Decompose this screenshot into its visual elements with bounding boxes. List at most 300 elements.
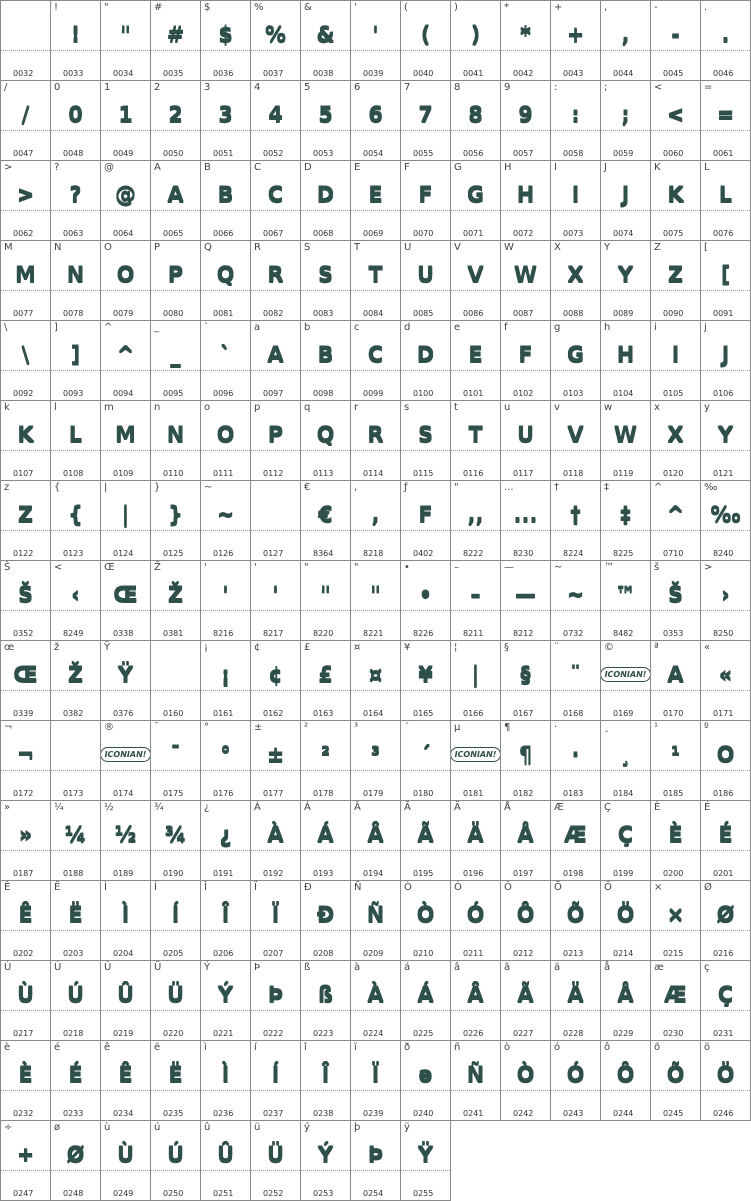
reference-character: Ø bbox=[704, 882, 712, 893]
reference-character: / bbox=[4, 82, 8, 93]
glyph-cell-0191 bbox=[201, 801, 251, 881]
baseline-divider bbox=[201, 130, 250, 131]
glyph-cell-0097 bbox=[251, 321, 301, 401]
glyph-cell-0065 bbox=[151, 161, 201, 241]
glyph-cell-0251 bbox=[201, 1121, 251, 1201]
font-glyph: ‹ bbox=[71, 582, 80, 606]
baseline-divider bbox=[451, 610, 500, 611]
glyph-cell-0339 bbox=[1, 641, 51, 721]
baseline-divider bbox=[151, 1010, 200, 1011]
baseline-divider bbox=[401, 930, 450, 931]
baseline-divider bbox=[501, 1090, 550, 1091]
character-code: 0339 bbox=[13, 709, 34, 718]
baseline-divider bbox=[151, 1170, 200, 1171]
glyph-cell-0163 bbox=[301, 641, 351, 721]
reference-character: * bbox=[504, 2, 509, 13]
glyph-cell-0043 bbox=[551, 1, 601, 81]
reference-character: ù bbox=[104, 1122, 111, 1133]
font-glyph: ½ bbox=[114, 822, 137, 846]
reference-character: ¸ bbox=[604, 722, 609, 733]
reference-character: O bbox=[104, 242, 112, 253]
glyph-cell-0205 bbox=[151, 881, 201, 961]
reference-character: × bbox=[654, 882, 663, 893]
character-code: 0192 bbox=[263, 869, 284, 878]
font-glyph: # bbox=[166, 22, 185, 46]
reference-character: † bbox=[554, 482, 559, 493]
font-glyph: , bbox=[371, 502, 380, 526]
glyph-cell-0105 bbox=[651, 321, 701, 401]
font-glyph: T bbox=[468, 422, 483, 446]
reference-character: ¿ bbox=[204, 802, 210, 813]
font-glyph: È bbox=[668, 822, 683, 846]
reference-character: t bbox=[454, 402, 458, 413]
glyph-cell-0085 bbox=[401, 241, 451, 321]
reference-character: } bbox=[154, 482, 161, 493]
font-glyph: F bbox=[418, 182, 433, 206]
character-code: 0175 bbox=[163, 789, 184, 798]
font-glyph: Ì bbox=[121, 902, 130, 926]
glyph-cell-0217 bbox=[1, 961, 51, 1041]
glyph-cell-8250 bbox=[701, 561, 751, 641]
font-glyph: ‰ bbox=[710, 502, 741, 526]
character-code: 0251 bbox=[213, 1189, 234, 1198]
baseline-divider bbox=[51, 450, 100, 451]
baseline-divider bbox=[301, 50, 350, 51]
baseline-divider bbox=[701, 50, 750, 51]
baseline-divider bbox=[551, 450, 600, 451]
character-code: 0095 bbox=[163, 389, 184, 398]
character-code: 0049 bbox=[113, 149, 134, 158]
font-glyph: E bbox=[368, 182, 383, 206]
glyph-cell-0193 bbox=[301, 801, 351, 881]
font-glyph: $ bbox=[218, 22, 233, 46]
reference-character: ƒ bbox=[404, 482, 408, 493]
character-code: 8216 bbox=[213, 629, 234, 638]
character-code: 0103 bbox=[563, 389, 584, 398]
glyph-cell-0109 bbox=[101, 401, 151, 481]
character-code: 0087 bbox=[513, 309, 534, 318]
reference-character: s bbox=[404, 402, 410, 413]
reference-character: ¯ bbox=[154, 722, 159, 733]
glyph-cell-0060 bbox=[651, 81, 701, 161]
font-glyph: Q bbox=[216, 262, 235, 286]
glyph-cell-8225 bbox=[601, 481, 651, 561]
reference-character: ~ bbox=[554, 562, 563, 573]
reference-character: Ã bbox=[404, 802, 411, 813]
character-code: 0203 bbox=[63, 949, 84, 958]
baseline-divider bbox=[601, 210, 650, 211]
glyph-cell-0121 bbox=[701, 401, 751, 481]
font-glyph: Ž bbox=[167, 582, 184, 606]
character-code: 0036 bbox=[213, 69, 234, 78]
baseline-divider bbox=[551, 530, 600, 531]
reference-character: Q bbox=[204, 242, 212, 253]
font-glyph: ™ bbox=[615, 582, 636, 606]
reference-character: ® bbox=[104, 722, 114, 733]
font-glyph: 7 bbox=[418, 102, 433, 126]
baseline-divider bbox=[501, 450, 550, 451]
baseline-divider bbox=[251, 50, 300, 51]
reference-character: , bbox=[354, 482, 358, 493]
baseline-divider bbox=[351, 1090, 400, 1091]
character-code: 0093 bbox=[63, 389, 84, 398]
character-code: 0080 bbox=[163, 309, 184, 318]
reference-character: Y bbox=[604, 242, 611, 253]
baseline-divider bbox=[351, 450, 400, 451]
reference-character: p bbox=[254, 402, 261, 413]
font-glyph: Â bbox=[367, 822, 384, 846]
reference-character: v bbox=[554, 402, 560, 413]
reference-character: Ý bbox=[204, 962, 211, 973]
character-code: 0121 bbox=[713, 469, 734, 478]
glyph-cell-0044 bbox=[601, 1, 651, 81]
baseline-divider bbox=[201, 50, 250, 51]
glyph-cell-0352 bbox=[1, 561, 51, 641]
character-code: 0082 bbox=[263, 309, 284, 318]
glyph-cell-0252 bbox=[251, 1121, 301, 1201]
glyph-cell-0202 bbox=[1, 881, 51, 961]
font-glyph: Ï bbox=[271, 902, 280, 926]
glyph-cell-0222 bbox=[251, 961, 301, 1041]
reference-character: · bbox=[554, 722, 558, 733]
baseline-divider bbox=[401, 850, 450, 851]
baseline-divider bbox=[451, 530, 500, 531]
reference-character: 3 bbox=[204, 82, 211, 93]
character-code: 0094 bbox=[113, 389, 134, 398]
character-code: 0086 bbox=[463, 309, 484, 318]
glyph-cell-8224 bbox=[551, 481, 601, 561]
character-code: 0187 bbox=[13, 869, 34, 878]
glyph-cell-8222 bbox=[451, 481, 501, 561]
font-glyph: Þ bbox=[267, 982, 284, 1006]
baseline-divider bbox=[651, 210, 700, 211]
baseline-divider bbox=[101, 770, 150, 771]
reference-character: < bbox=[54, 562, 63, 573]
glyph-cell-0119 bbox=[601, 401, 651, 481]
font-glyph: Z bbox=[667, 262, 684, 286]
glyph-cell-0100 bbox=[401, 321, 451, 401]
font-glyph: B bbox=[317, 342, 334, 366]
baseline-divider bbox=[651, 1010, 700, 1011]
reference-character: Ù bbox=[4, 962, 12, 973]
reference-character: ½ bbox=[104, 802, 114, 813]
reference-character: ‰ bbox=[704, 482, 718, 493]
glyph-cell-0127 bbox=[251, 481, 301, 561]
glyph-cell-0064 bbox=[101, 161, 151, 241]
character-code: 8221 bbox=[363, 629, 384, 638]
font-glyph: Ù bbox=[116, 1142, 135, 1166]
reference-character: % bbox=[254, 2, 264, 13]
glyph-cell-0047 bbox=[1, 81, 51, 161]
glyph-cell-0227 bbox=[501, 961, 551, 1041]
font-glyph: N bbox=[66, 262, 85, 286]
baseline-divider bbox=[101, 850, 150, 851]
font-glyph: Q bbox=[316, 422, 335, 446]
font-glyph: Z bbox=[17, 502, 34, 526]
reference-character: ? bbox=[54, 162, 60, 173]
baseline-divider bbox=[701, 770, 750, 771]
glyph-cell-0176 bbox=[201, 721, 251, 801]
font-glyph: } bbox=[168, 502, 183, 526]
reference-character: é bbox=[54, 1042, 61, 1053]
character-code: 0205 bbox=[163, 949, 184, 958]
glyph-cell-0116 bbox=[451, 401, 501, 481]
baseline-divider bbox=[451, 50, 500, 51]
character-code: 0167 bbox=[513, 709, 534, 718]
font-glyph: L bbox=[68, 422, 83, 446]
font-glyph: ¬ bbox=[16, 742, 35, 766]
glyph-cell-0165 bbox=[401, 641, 451, 721]
character-code: 0162 bbox=[263, 709, 284, 718]
font-glyph: : bbox=[571, 102, 580, 126]
glyph-cell-0248 bbox=[51, 1121, 101, 1201]
reference-character: í bbox=[254, 1042, 257, 1053]
reference-character: [ bbox=[704, 242, 708, 253]
glyph-cell-0035 bbox=[151, 1, 201, 81]
character-code: 0235 bbox=[163, 1109, 184, 1118]
baseline-divider bbox=[151, 210, 200, 211]
reference-character: 0 bbox=[54, 82, 61, 93]
character-code: 0126 bbox=[213, 549, 234, 558]
character-code: 0182 bbox=[513, 789, 534, 798]
glyph-cell-0170 bbox=[651, 641, 701, 721]
baseline-divider bbox=[301, 610, 350, 611]
reference-character: ÷ bbox=[4, 1122, 13, 1133]
glyph-cell-0107 bbox=[1, 401, 51, 481]
baseline-divider bbox=[251, 130, 300, 131]
glyph-cell-0113 bbox=[301, 401, 351, 481]
glyph-cell-0192 bbox=[251, 801, 301, 881]
baseline-divider bbox=[201, 1170, 250, 1171]
reference-character: Ì bbox=[104, 882, 107, 893]
character-code: 0089 bbox=[613, 309, 634, 318]
glyph-cell-0219 bbox=[101, 961, 151, 1041]
character-code: 0107 bbox=[13, 469, 34, 478]
character-code: 0119 bbox=[613, 469, 634, 478]
baseline-divider bbox=[351, 1010, 400, 1011]
glyph-cell-0162 bbox=[251, 641, 301, 721]
baseline-divider bbox=[251, 610, 300, 611]
character-code: 0050 bbox=[163, 149, 184, 158]
glyph-cell-0180 bbox=[401, 721, 451, 801]
font-glyph: ¸ bbox=[620, 742, 631, 766]
font-glyph: Ñ bbox=[466, 1062, 485, 1086]
reference-character: µ bbox=[454, 722, 461, 733]
character-code: 0075 bbox=[663, 229, 684, 238]
baseline-divider bbox=[451, 290, 500, 291]
character-code: 0085 bbox=[413, 309, 434, 318]
reference-character: , bbox=[604, 2, 608, 13]
reference-character: $ bbox=[204, 2, 211, 13]
reference-character: ª bbox=[654, 642, 659, 653]
glyph-cell-0178 bbox=[301, 721, 351, 801]
glyph-cell-0210 bbox=[401, 881, 451, 961]
font-glyph: F bbox=[518, 342, 533, 366]
font-glyph: O bbox=[216, 422, 235, 446]
font-glyph: 5 bbox=[318, 102, 333, 126]
glyph-cell-0063 bbox=[51, 161, 101, 241]
baseline-divider bbox=[251, 770, 300, 771]
character-code: 0038 bbox=[313, 69, 334, 78]
reference-character: Ä bbox=[454, 802, 461, 813]
character-code: 0228 bbox=[563, 1029, 584, 1038]
font-glyph: Ý bbox=[317, 1142, 334, 1166]
reference-character: Ñ bbox=[354, 882, 362, 893]
baseline-divider bbox=[601, 530, 650, 531]
character-code: 0184 bbox=[613, 789, 634, 798]
font-glyph: = bbox=[716, 102, 735, 126]
reference-character: x bbox=[654, 402, 660, 413]
baseline-divider bbox=[651, 690, 700, 691]
reference-character: u bbox=[504, 402, 511, 413]
baseline-divider bbox=[551, 690, 600, 691]
baseline-divider bbox=[651, 610, 700, 611]
reference-character: ï bbox=[354, 1042, 357, 1053]
reference-character: Û bbox=[104, 962, 112, 973]
character-code: 8212 bbox=[513, 629, 534, 638]
glyph-cell-0188 bbox=[51, 801, 101, 881]
glyph-cell-0124 bbox=[101, 481, 151, 561]
glyph-cell-0042 bbox=[501, 1, 551, 81]
reference-character: < bbox=[654, 82, 663, 93]
character-code: 0056 bbox=[463, 149, 484, 158]
character-code: 0209 bbox=[363, 949, 384, 958]
font-glyph: Û bbox=[116, 982, 135, 1006]
glyph-cell-0212 bbox=[501, 881, 551, 961]
reference-character: Æ bbox=[554, 802, 564, 813]
glyph-cell-0069 bbox=[351, 161, 401, 241]
character-code: 0236 bbox=[213, 1109, 234, 1118]
glyph-cell-0066 bbox=[201, 161, 251, 241]
glyph-cell-0226 bbox=[451, 961, 501, 1041]
character-code: 0212 bbox=[513, 949, 534, 958]
baseline-divider bbox=[151, 770, 200, 771]
baseline-divider bbox=[51, 530, 100, 531]
font-glyph: A bbox=[267, 342, 284, 366]
character-code: 0123 bbox=[63, 549, 84, 558]
font-glyph: Û bbox=[216, 1142, 235, 1166]
font-glyph: " bbox=[320, 582, 331, 606]
reference-character: a bbox=[254, 322, 261, 333]
baseline-divider bbox=[151, 1090, 200, 1091]
reference-character: Š bbox=[4, 562, 11, 573]
character-code: 0243 bbox=[563, 1109, 584, 1118]
reference-character: b bbox=[304, 322, 311, 333]
font-glyph: Ç bbox=[617, 822, 634, 846]
character-code: 0112 bbox=[263, 469, 284, 478]
glyph-cell-0171 bbox=[701, 641, 751, 721]
baseline-divider bbox=[601, 610, 650, 611]
font-glyph: È bbox=[18, 1062, 33, 1086]
character-code: 0122 bbox=[13, 549, 34, 558]
font-glyph: N bbox=[166, 422, 185, 446]
reference-character: K bbox=[654, 162, 661, 173]
baseline-divider bbox=[501, 930, 550, 931]
font-glyph: " bbox=[370, 582, 381, 606]
glyph-cell-0118 bbox=[551, 401, 601, 481]
baseline-divider bbox=[601, 130, 650, 131]
reference-character: â bbox=[454, 962, 461, 973]
character-code: 0197 bbox=[513, 869, 534, 878]
character-code: 0173 bbox=[63, 789, 84, 798]
glyph-cell-0051 bbox=[201, 81, 251, 161]
font-glyph: 6 bbox=[368, 102, 383, 126]
font-glyph: Ø bbox=[66, 1142, 85, 1166]
reference-character: î bbox=[304, 1042, 307, 1053]
reference-character: õ bbox=[654, 1042, 661, 1053]
baseline-divider bbox=[651, 850, 700, 851]
character-code: 0125 bbox=[163, 549, 184, 558]
glyph-cell-0040 bbox=[401, 1, 451, 81]
character-code: 0074 bbox=[613, 229, 634, 238]
character-code: 0078 bbox=[63, 309, 84, 318]
glyph-cell-0079 bbox=[101, 241, 151, 321]
glyph-cell-0046 bbox=[701, 1, 751, 81]
glyph-cell-0186 bbox=[701, 721, 751, 801]
baseline-divider bbox=[501, 770, 550, 771]
reference-character: y bbox=[704, 402, 710, 413]
baseline-divider bbox=[701, 1010, 750, 1011]
glyph-cell-0034 bbox=[101, 1, 151, 81]
character-code: 0213 bbox=[563, 949, 584, 958]
font-glyph: . bbox=[721, 22, 730, 46]
reference-character: Þ bbox=[254, 962, 261, 973]
character-code: 0204 bbox=[113, 949, 134, 958]
baseline-divider bbox=[351, 50, 400, 51]
glyph-cell-0243 bbox=[551, 1041, 601, 1121]
font-glyph: P bbox=[167, 262, 184, 286]
character-code: 0033 bbox=[63, 69, 84, 78]
character-code: 0250 bbox=[163, 1189, 184, 1198]
glyph-cell-0255 bbox=[401, 1121, 451, 1201]
glyph-cell-8218 bbox=[351, 481, 401, 561]
reference-character: " bbox=[304, 562, 309, 573]
baseline-divider bbox=[101, 370, 150, 371]
font-glyph: G bbox=[566, 342, 585, 366]
baseline-divider bbox=[301, 930, 350, 931]
reference-character: ¾ bbox=[154, 802, 164, 813]
character-code: 0176 bbox=[213, 789, 234, 798]
font-glyph: Þ bbox=[367, 1142, 384, 1166]
reference-character: ¤ bbox=[354, 642, 361, 653]
font-glyph: I bbox=[571, 182, 580, 206]
baseline-divider bbox=[1, 530, 50, 531]
baseline-divider bbox=[201, 290, 250, 291]
character-code: 0193 bbox=[313, 869, 334, 878]
font-glyph: Ž bbox=[67, 662, 84, 686]
character-code: 0214 bbox=[613, 949, 634, 958]
character-code: 0252 bbox=[263, 1189, 284, 1198]
baseline-divider bbox=[651, 290, 700, 291]
baseline-divider bbox=[501, 1010, 550, 1011]
character-code: 0045 bbox=[663, 69, 684, 78]
glyph-cell-0382 bbox=[51, 641, 101, 721]
glyph-cell-0203 bbox=[51, 881, 101, 961]
font-glyph: 0 bbox=[68, 102, 83, 126]
font-glyph: & bbox=[316, 22, 335, 46]
font-glyph: Ð bbox=[316, 902, 335, 926]
character-code: 0066 bbox=[213, 229, 234, 238]
baseline-divider bbox=[601, 930, 650, 931]
baseline-divider bbox=[301, 130, 350, 131]
glyph-cell-0061 bbox=[701, 81, 751, 161]
font-glyph: Y bbox=[617, 262, 634, 286]
font-glyph: › bbox=[721, 582, 730, 606]
glyph-cell-8217 bbox=[251, 561, 301, 641]
character-code: 0185 bbox=[663, 789, 684, 798]
baseline-divider bbox=[201, 530, 250, 531]
character-code: 0201 bbox=[713, 869, 734, 878]
